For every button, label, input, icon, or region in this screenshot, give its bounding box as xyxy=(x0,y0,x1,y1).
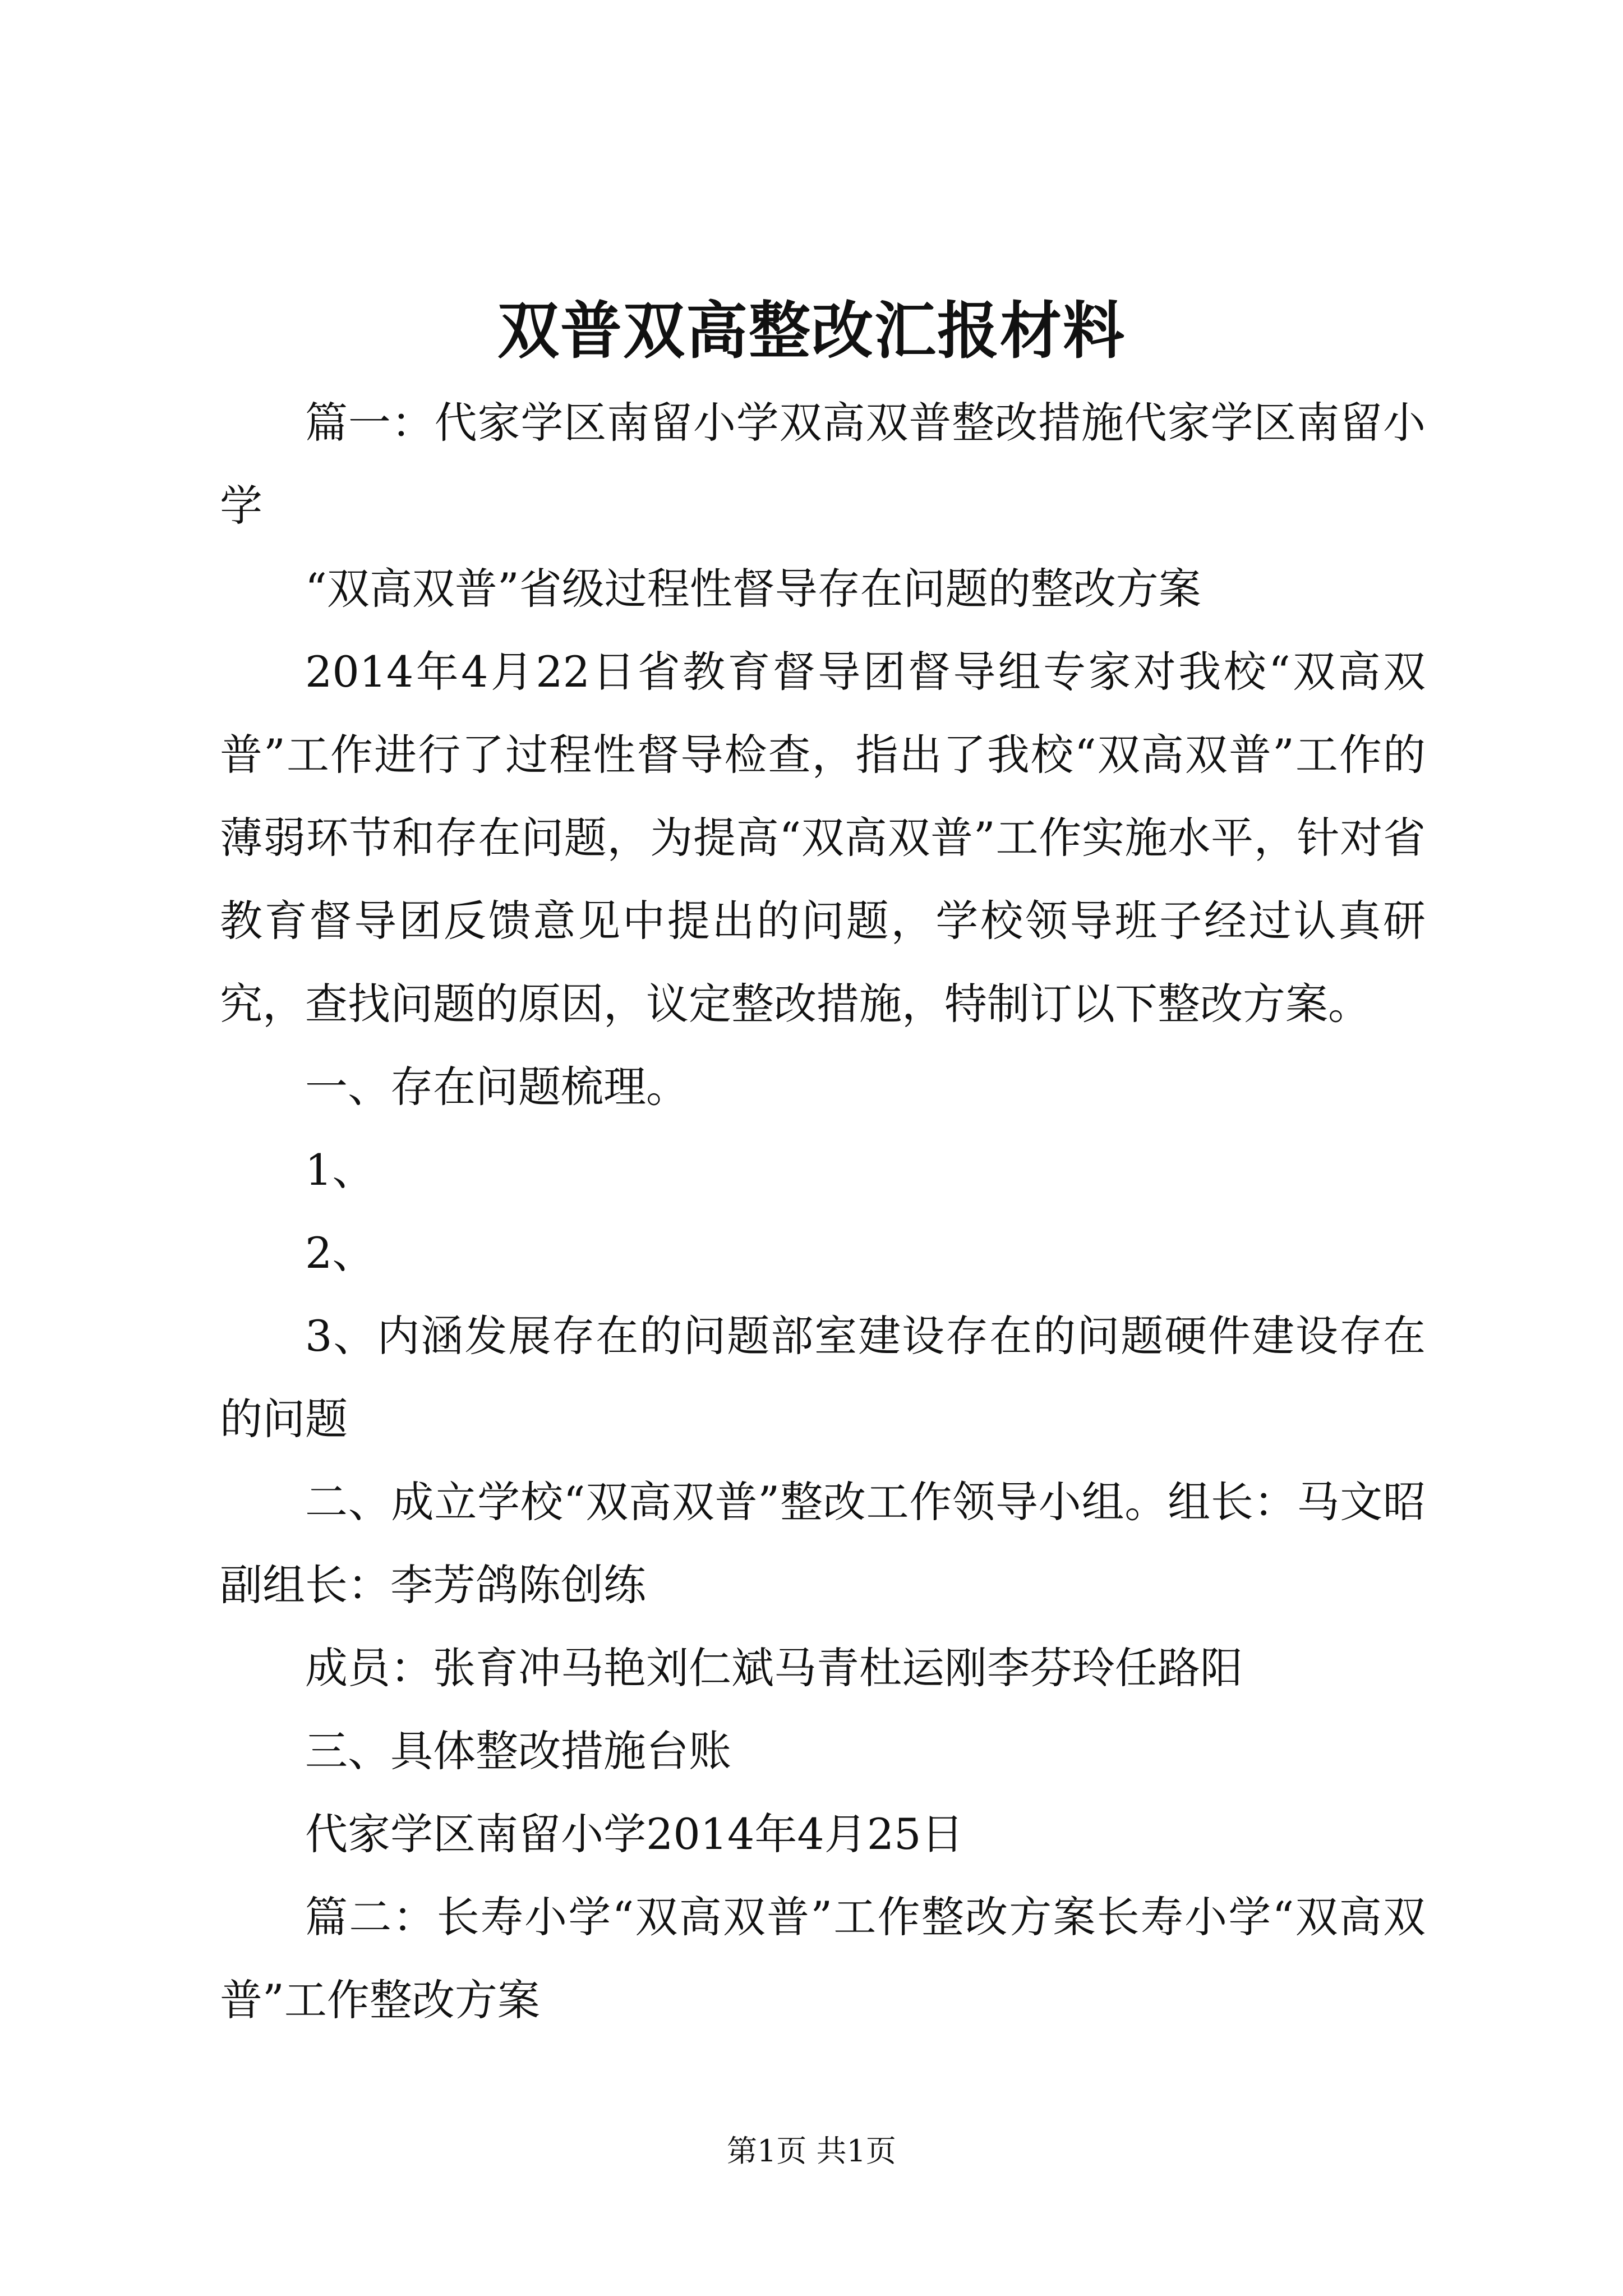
paragraph-1: 篇一：代家学区南留小学双高双普整改措施代家学区南留小学 xyxy=(220,398,1426,531)
paragraph-8: 二、成立学校“双高双普”整改工作领导小组。组长：马文昭副组长：李芳鸽陈创练 xyxy=(220,1477,1426,1610)
document-title: 双普双高整改汇报材料 xyxy=(497,295,1126,367)
paragraph-3: 2014年4月22日省教育督导团督导组专家对我校“双高双普”工作进行了过程性督导检查，指出了我校“双高双普”工作的薄弱环节和存在问题，为提高“双高双普”工作实施水平，针对省教育督导团反馈意见中提出的问题，学校领导班子经过认真研究，查找问题的原因，议定整改措施，特制订以下整改方案。 xyxy=(220,647,1426,1029)
paragraph-4: 一、存在问题梳理。 xyxy=(305,1062,689,1112)
page-number-footer: 第1页 共1页 xyxy=(727,2133,896,2169)
paragraph-5: 1、 xyxy=(305,1145,375,1195)
document-body xyxy=(220,381,1426,2042)
paragraph-7: 3、内涵发展存在的问题部室建设存在的问题硬件建设存在的问题 xyxy=(220,1311,1426,1444)
paragraph-12: 篇二：长寿小学“双高双普”工作整改方案长寿小学“双高双普”工作整改方案 xyxy=(220,1892,1426,2025)
paragraph-9: 成员：张育冲马艳刘仁斌马青杜运刚李芬玲任路阳 xyxy=(305,1643,1243,1693)
paragraph-2: “双高双普”省级过程性督导存在问题的整改方案 xyxy=(305,564,1201,614)
paragraph-10: 三、具体整改措施台账 xyxy=(305,1726,731,1776)
paragraph-11: 代家学区南留小学2014年4月25日 xyxy=(305,1809,964,1859)
paragraph-6: 2、 xyxy=(305,1228,375,1278)
